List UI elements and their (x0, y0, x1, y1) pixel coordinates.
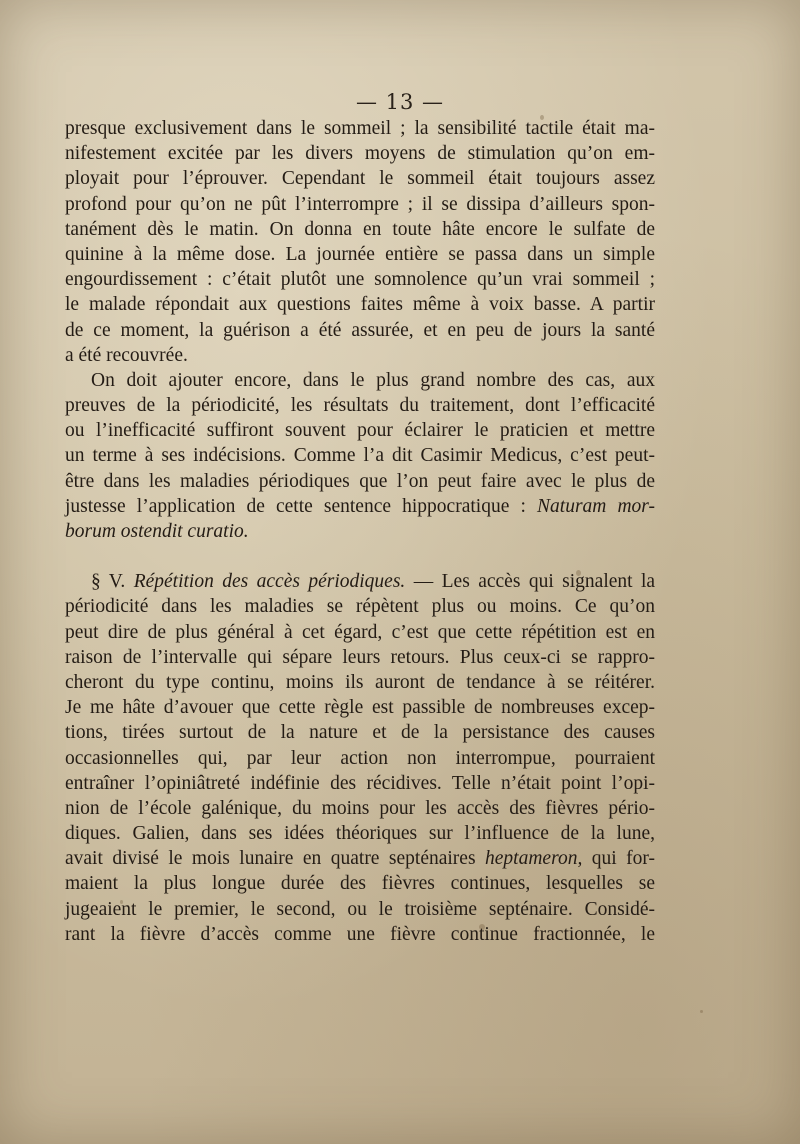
latin-quote: Naturam mor- (537, 495, 656, 517)
text-line: tions, tirées surtout de la nature et de la persistance des causes (65, 722, 655, 744)
text-line: nion de l’école galénique, du moins pour les accès des fièvres pério- (65, 797, 655, 819)
text-segment: justesse l’application de cette sentence hippocratique : (65, 495, 526, 517)
text-line: le malade répondait aux questions faites même à voix basse. A partir (65, 294, 655, 316)
text-line: jugeaient le premier, le second, ou le troisième septénaire. Considé- (65, 898, 655, 920)
text-line: profond pour qu’on ne pût l’interrompre ; il se dissipa d’ailleurs spon- (65, 193, 655, 215)
text-line: quinine à la même dose. La journée entière se passa dans un simple (65, 243, 655, 265)
text-line: entraîner l’opiniâtreté indéfinie des récidives. Telle n’était point l’opi- (65, 772, 655, 794)
text-line: occasionnelles qui, par leur action non interrompue, pourraient (65, 747, 655, 769)
text-line: presque exclusivement dans le sommeil ; la sensibilité tactile était ma- (65, 118, 655, 139)
text-line: un terme à ses indécisions. Comme l’a dit Casimir Medicus, c’est peut- (65, 445, 655, 467)
text-line: Je me hâte d’avouer que cette règle est passible de nombreuses excep- (65, 697, 655, 719)
text-line (65, 846, 655, 871)
text-segment: avait divisé le mois lunaire en quatre septénaires (65, 848, 476, 870)
latin-quote: borum ostendit curatio. (65, 521, 249, 542)
text-line: rant la fièvre d’accès comme une fièvre continue fractionnée, le (65, 923, 655, 945)
text-line: ployait pour l’éprouver. Cependant le sommeil était toujours assez (65, 168, 655, 190)
italic-term: heptameron, (485, 848, 583, 870)
text-line: ou l’inefficacité suffiront souvent pour éclairer le praticien et mettre (65, 420, 655, 442)
text-line: nifestement excitée par les divers moyens de stimulation qu’on em- (65, 143, 655, 165)
text-line: tanément dès le matin. On donna en toute hâte encore le sulfate de (65, 218, 655, 240)
text-line: diques. Galien, dans ses idées théoriques sur l’influence de la lune, (65, 823, 655, 845)
text-line: raison de l’intervalle qui sépare leurs retours. Plus ceux-ci se rappro- (65, 646, 655, 668)
body-text (65, 116, 655, 947)
text-line: peut dire de plus général à cet égard, c’est que cette répétition est en (65, 621, 655, 643)
text-segment: — Les accès qui signalent la (413, 571, 656, 593)
text-line: engourdissement : c’était plutôt une somnolence qu’un vrai sommeil ; (65, 269, 655, 291)
foxing-spot (700, 1010, 703, 1013)
section-title: Répétition des accès périodiques. (133, 571, 406, 593)
text-line: maient la plus longue durée des fièvres continues, lesquelles se (65, 873, 655, 895)
section-number: § V. (91, 571, 126, 593)
text-line (65, 494, 655, 519)
text-line: cheront du type continu, moins ils auront de tendance à se réitérer. (65, 671, 655, 693)
text-line: preuves de la périodicité, les résultats du traitement, dont l’efficacité (65, 395, 655, 417)
text-segment: qui for- (591, 848, 656, 870)
page-number: — 13 — (355, 90, 445, 114)
text-line: périodicité dans les maladies se répètent plus ou moins. Ce qu’on (65, 596, 655, 618)
section-heading-line (65, 569, 655, 594)
text-line (65, 519, 655, 544)
text-line: être dans les maladies périodiques que l’on peut faire avec le plus de (65, 470, 655, 492)
text-line: a été recouvrée. (65, 344, 188, 366)
text-line: de ce moment, la guérison a été assurée, et en peu de jours la santé (65, 319, 655, 341)
text-line: On doit ajouter encore, dans le plus grand nombre des cas, aux (91, 369, 655, 391)
